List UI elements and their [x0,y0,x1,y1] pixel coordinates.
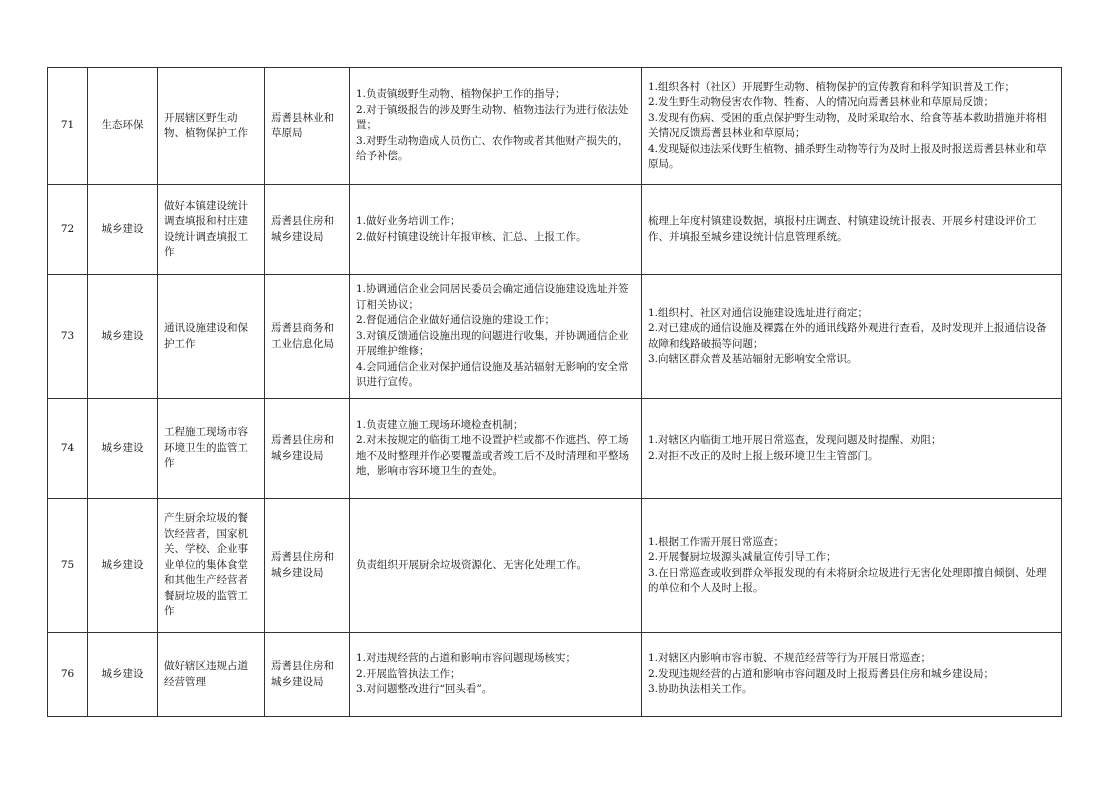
row-category: 城乡建设 [88,499,158,633]
row-number: 76 [48,633,88,717]
row-task: 通讯设施建设和保护工作 [158,275,265,399]
town-duty-line: 3.在日常巡查或收到群众举报发现的有未将厨余垃圾进行无害化处理即擅自倾倒、处理的单位和个人及时上报。 [648,566,1047,594]
row-category: 城乡建设 [88,399,158,499]
row-task: 工程施工现场市容环境卫生的监管工作 [158,399,265,499]
dept-duties-cell [350,399,642,499]
town-duties-cell [642,68,1062,185]
row-category: 生态环保 [88,68,158,185]
table-row [48,275,1062,399]
town-duty-line: 1.组织各村（社区）开展野生动物、植物保护的宣传教育和科学知识普及工作； [648,80,1016,93]
row-category: 城乡建设 [88,633,158,717]
town-duty-line: 1.根据工作需开展日常巡查； [648,535,785,548]
town-duties-cell [642,499,1062,633]
dept-duty-line: 负责组织开展厨余垃圾资源化、无害化处理工作。 [356,558,587,571]
town-duty-line: 3.向辖区群众普及基站辐射无影响安全常识。 [648,353,858,365]
row-number: 74 [48,399,88,499]
dept-duty-line: 3.对镇反馈通信设施出现的问题进行收集，并协调通信企业开展维护维修； [356,329,629,358]
dept-duty-line: 1.负责镇级野生动物、植物保护工作的指导； [356,88,566,101]
row-department: 焉耆县住房和城乡建设局 [265,185,350,275]
dept-duty-line: 1.做好业务培训工作； [356,215,461,227]
table-row [48,499,1062,633]
dept-duty-line: 1.协调通信企业会同居民委员会确定通信设施建设选址并签订相关协议； [356,283,629,311]
town-duty-line: 3.发现有伤病、受困的重点保护野生动物，及时采取给水、给食等基本救助措施并将相关情况反馈焉耆县林业和草原局； [648,111,1047,139]
dept-duty-line: 3.对问题整改进行“回头看”。 [356,683,493,696]
row-department: 焉耆县住房和城乡建设局 [265,399,350,499]
town-duty-line: 2.开展餐厨垃圾源头减量宣传引导工作； [648,551,837,563]
dept-duties-cell [350,633,642,717]
table-row [48,185,1062,275]
dept-duty-line: 3.对野生动物造成人员伤亡、农作物或者其他财产损失的，给予补偿。 [356,134,629,163]
duty-table [47,67,1062,717]
dept-duty-line: 2.督促通信企业做好通信设施的建设工作； [356,314,556,327]
row-task: 产生厨余垃圾的餐饮经营者，国家机关、学校、企业事业单位的集体食堂和其他生产经营者餐厨垃圾的监管工作 [158,499,265,633]
table-row [48,399,1062,499]
table-row [48,68,1062,185]
town-duties-cell [642,185,1062,275]
town-duty-line: 3.协助执法相关工作。 [648,683,753,696]
dept-duty-line: 1.负责建立施工现场环境检查机制； [356,418,524,431]
town-duty-line: 1.对辖区内临街工地开展日常巡查，发现问题及时提醒、劝阻； [648,434,942,446]
row-number: 72 [48,185,88,275]
row-department: 焉耆县住房和城乡建设局 [265,633,350,717]
town-duty-line: 1.组织村、社区对通信设施建设选址进行商定； [648,306,869,319]
town-duties-cell [642,399,1062,499]
town-duty-line: 2.发生野生动物侵害农作物、牲畜、人的情况向焉耆县林业和草原局反馈； [648,96,995,108]
row-category: 城乡建设 [88,275,158,399]
row-task: 做好本镇建设统计调查填报和村庄建设统计调查填报工作 [158,185,265,275]
table-row [48,633,1062,717]
dept-duties-cell [350,185,642,275]
town-duties-cell [642,275,1062,399]
dept-duty-line: 2.对未按规定的临街工地不设置护栏或都不作遮挡、停工场地不及时整理并作必要覆盖或者竣工后不及时清理和平整场地，影响市容环境卫生的查处。 [356,434,629,477]
row-department: 焉耆县商务和工业信息化局 [265,275,350,399]
dept-duties-cell [350,275,642,399]
town-duty-line: 1.对辖区内影响市容市貌、不规范经营等行为开展日常巡查； [648,652,932,665]
town-duties-cell [642,633,1062,717]
dept-duty-line: 2.做好村镇建设统计年报审核、汇总、上报工作。 [356,230,587,243]
dept-duty-line: 2.对于镇级报告的涉及野生动物、植物违法行为进行依法处置； [356,103,629,132]
town-duty-line: 4.发现疑似违法采伐野生植物、捕杀野生动物等行为及时上报及时报送焉耆县林业和草原局。 [648,142,1047,170]
row-task: 开展辖区野生动物、植物保护工作 [158,68,265,185]
town-duty-line: 梳理上年度村镇建设数据，填报村庄调查、村镇建设统计报表、开展乡村建设评价工作、并填报至城乡建设统计信息管理系统。 [648,215,1037,243]
town-duty-line: 2.对拒不改正的及时上报上级环境卫生主管部门。 [648,449,879,462]
row-number: 71 [48,68,88,185]
dept-duties-cell [350,499,642,633]
row-task: 做好辖区违规占道经营管理 [158,633,265,717]
town-duty-line: 2.发现违规经营的占道和影响市容问题及时上报焉耆县住房和城乡建设局； [648,667,995,680]
town-duty-line: 2.对已建成的通信设施及裸露在外的通讯线路外观进行查看，及时发现并上报通信设备故障和线路破损等问题； [648,322,1047,350]
duty-table-body [48,68,1062,717]
row-department: 焉耆县林业和草原局 [265,68,350,185]
row-category: 城乡建设 [88,185,158,275]
row-number: 75 [48,499,88,633]
dept-duties-cell [350,68,642,185]
dept-duty-line: 2.开展监管执法工作； [356,667,461,680]
dept-duty-line: 4.会同通信企业对保护通信设施及基站辐射无影响的安全常识进行宣传。 [356,360,629,389]
row-department: 焉耆县住房和城乡建设局 [265,499,350,633]
dept-duty-line: 1.对违规经营的占道和影响市容问题现场核实； [356,652,577,665]
row-number: 73 [48,275,88,399]
